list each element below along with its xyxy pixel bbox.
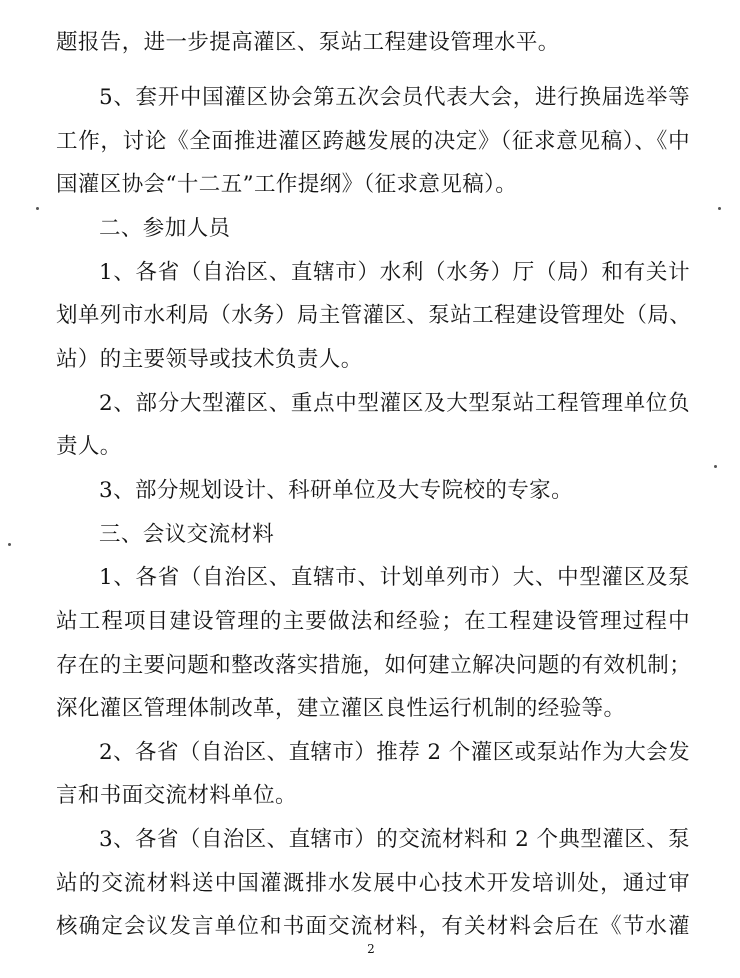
text-line: 国灌区协会“十二五”工作提纲》（征求意见稿）。 [56,172,518,197]
text-line: 5、套开中国灌区协会第五次会员代表大会，进行换届选举等 [99,85,690,110]
section-heading: 三、会议交流材料 [99,522,275,547]
text-line: 3、部分规划设计、科研单位及大专院校的专家。 [99,478,573,503]
scan-speck [8,543,11,546]
text-line: 核确定会议发言单位和书面交流材料，有关材料会后在《节水灌 [56,914,690,939]
scan-speck [36,207,39,210]
text-line: 站的交流材料送中国灌溉排水发展中心技术开发培训处，通过审 [56,871,690,896]
section-heading: 二、参加人员 [99,216,231,241]
text-line: 题报告，进一步提高灌区、泵站工程建设管理水平。 [56,30,560,55]
scan-speck [714,465,717,468]
text-line: 站）的主要领导或技术负责人。 [56,347,363,372]
text-line: 1、各省（自治区、直辖市、计划单列市）大、中型灌区及泵 [99,565,690,590]
text-line: 2、各省（自治区、直辖市）推荐 2 个灌区或泵站作为大会发 [99,740,690,765]
text-line: 1、各省（自治区、直辖市）水利（水务）厅（局）和有关计 [99,260,690,285]
text-line: 存在的主要问题和整改落实措施，如何建立解决问题的有效机制； [56,653,692,678]
text-line: 工作，讨论《全面推进灌区跨越发展的决定》（征求意见稿）、《中 [56,129,690,154]
scan-speck [718,207,721,210]
text-line: 划单列市水利局（水务）局主管灌区、泵站工程建设管理处（局、 [56,303,692,328]
text-line: 深化灌区管理体制改革，建立灌区良性运行机制的经验等。 [56,696,626,721]
text-line: 责人。 [56,434,122,459]
text-line: 2、部分大型灌区、重点中型灌区及大型泵站工程管理单位负 [99,391,690,416]
text-line: 言和书面交流材料单位。 [56,783,297,808]
text-line: 站工程项目建设管理的主要做法和经验；在工程建设管理过程中 [56,609,690,634]
text-line: 3、各省（自治区、直辖市）的交流材料和 2 个典型灌区、泵 [99,827,690,852]
page-number: 2 [367,942,375,956]
